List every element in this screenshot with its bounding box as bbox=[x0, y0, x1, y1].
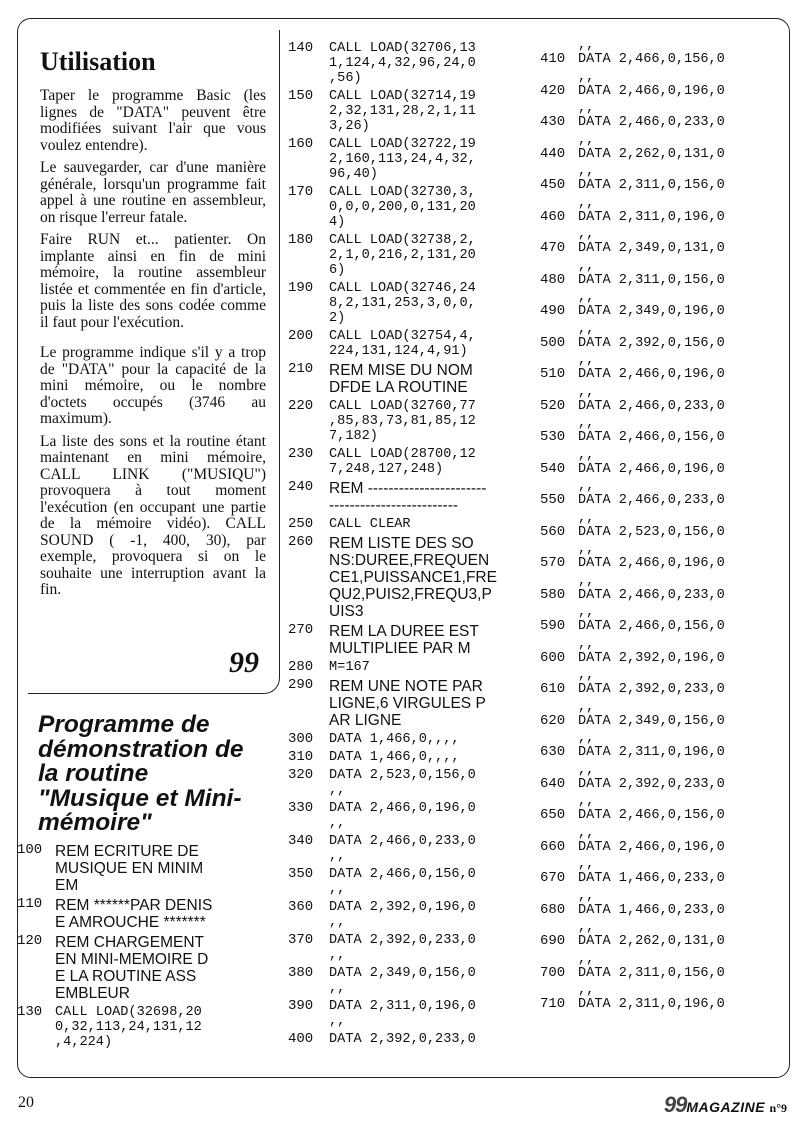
line-code: CALL LOAD(32722,19 2,160,113,24,4,32, 96,40) bbox=[329, 137, 476, 182]
continuation-commas: ,, bbox=[578, 983, 595, 998]
line-number: 600 bbox=[540, 649, 566, 666]
line-code: CALL LOAD(32714,19 2,32,131,28,2,1,11 3,26) bbox=[329, 89, 476, 134]
line-number: 500 bbox=[540, 334, 566, 351]
line-code: CALL LOAD(32754,4, 224,131,124,4,91) bbox=[329, 329, 476, 359]
continuation-commas: ,, bbox=[578, 101, 595, 116]
line-number: 180 bbox=[288, 232, 314, 248]
continuation-commas: ,, bbox=[578, 447, 595, 463]
line-code: DATA 2,466,0,233,0 bbox=[578, 398, 725, 414]
line-code: DATA 2,392,0,233,0 bbox=[329, 1032, 476, 1047]
line-number: 430 bbox=[540, 114, 566, 130]
line-code: DATA 2,311,0,156,0 bbox=[578, 178, 725, 193]
line-code: DATA 2,311,0,196,0 bbox=[578, 745, 725, 760]
continuation-commas: ,, bbox=[578, 731, 595, 746]
line-code: DATA 2,466,0,196,0 bbox=[578, 461, 725, 477]
logo-99: 99 bbox=[229, 646, 259, 679]
line-number: 580 bbox=[540, 586, 566, 603]
line-code: DATA 2,392,0,233,0 bbox=[578, 776, 725, 792]
line-number: 130 bbox=[17, 1004, 43, 1020]
line-number: 380 bbox=[288, 965, 314, 981]
line-code: CALL LOAD(32760,77 ,85,83,73,81,85,12 7,182) bbox=[329, 399, 476, 444]
line-number: 620 bbox=[540, 712, 566, 729]
line-code: REM ECRITURE DE MUSIQUE EN MINIM EM bbox=[55, 843, 204, 894]
utilisation-text bbox=[40, 88, 266, 605]
magazine-footer bbox=[664, 1092, 787, 1118]
continuation-commas: ,, bbox=[578, 227, 595, 242]
line-number: 240 bbox=[288, 479, 314, 495]
line-number: 440 bbox=[540, 145, 566, 162]
line-number: 460 bbox=[540, 208, 566, 225]
line-code: DATA 2,466,0,156,0 bbox=[578, 808, 725, 823]
magazine-logo-99: 99 bbox=[663, 1092, 687, 1117]
line-number: 150 bbox=[288, 88, 314, 104]
line-number: 560 bbox=[540, 523, 566, 540]
line-code: REM CHARGEMENT EN MINI-MEMOIRE D E LA ROUTINE ASS EMBLEUR bbox=[55, 934, 209, 1002]
continuation-commas: ,, bbox=[578, 384, 595, 400]
line-code: DATA 2,392,0,233,0 bbox=[578, 682, 725, 697]
line-code: DATA 2,466,0,156,0 bbox=[578, 52, 725, 67]
line-number: 370 bbox=[288, 932, 314, 948]
continuation-commas: ,, bbox=[578, 416, 595, 431]
continuation-commas: ,, bbox=[578, 542, 595, 557]
continuation-commas: ,, bbox=[578, 258, 595, 274]
line-number: 710 bbox=[540, 996, 566, 1012]
line-number: 470 bbox=[540, 240, 566, 256]
line-number: 630 bbox=[540, 744, 566, 760]
continuation-commas: ,, bbox=[578, 321, 595, 337]
line-code: DATA 2,466,0,156,0 bbox=[578, 430, 725, 445]
line-code: DATA 2,466,0,233,0 ,, bbox=[329, 834, 476, 864]
line-code: CALL CLEAR bbox=[329, 517, 411, 532]
line-number: 160 bbox=[288, 136, 314, 152]
line-number: 270 bbox=[288, 622, 314, 638]
line-number: 140 bbox=[288, 40, 314, 56]
line-code: DATA 2,349,0,131,0 bbox=[578, 241, 725, 256]
line-number: 660 bbox=[540, 838, 566, 855]
line-number: 400 bbox=[288, 1031, 314, 1047]
line-code: DATA 2,466,0,196,0 ,, bbox=[329, 801, 476, 831]
line-number: 120 bbox=[17, 933, 43, 949]
line-code: DATA 2,466,0,233,0 bbox=[578, 115, 725, 130]
line-number: 290 bbox=[288, 677, 314, 693]
line-code: CALL LOAD(32706,13 1,124,4,32,96,24,0 ,56) bbox=[329, 41, 476, 86]
line-number: 360 bbox=[288, 899, 314, 915]
line-number: 670 bbox=[540, 870, 566, 886]
line-code: DATA 2,311,0,196,0 bbox=[578, 209, 725, 225]
utilisation-paragraph: Le sauvegarder, car d'une manière générale, lorsqu'un programme fait appel à une routine en assembleur, on risque l'erreur fatale. bbox=[40, 159, 266, 226]
utilisation-paragraph: Taper le programme Basic (les lignes de "DATA" peuvent être modifiées suivant l'air que vous voulez entendre). bbox=[40, 87, 266, 154]
line-code: DATA 2,523,0,156,0 ,, bbox=[329, 768, 476, 798]
line-code: REM ----------------------- ------------------------- bbox=[329, 480, 487, 514]
continuation-commas: ,, bbox=[578, 195, 595, 211]
continuation-commas: ,, bbox=[578, 668, 595, 683]
line-code: REM LISTE DES SO NS:DUREE,FREQUEN CE1,PUISSANCE1,FRE QU2,PUIS2,FREQU3,P UIS3 bbox=[329, 535, 497, 620]
line-code: DATA 2,466,0,156,0 ,, bbox=[329, 867, 476, 897]
line-code: DATA 2,392,0,196,0 ,, bbox=[329, 900, 476, 930]
line-number: 260 bbox=[288, 534, 314, 550]
continuation-commas: ,, bbox=[578, 132, 595, 148]
line-code: DATA 2,311,0,156,0 bbox=[578, 272, 725, 288]
line-code: DATA 2,466,0,196,0 bbox=[578, 556, 725, 571]
line-number: 550 bbox=[540, 492, 566, 508]
continuation-commas: ,, bbox=[578, 699, 595, 715]
line-code: DATA 2,392,0,233,0 ,, bbox=[329, 933, 476, 963]
line-code: DATA 2,466,0,196,0 bbox=[578, 839, 725, 855]
line-code: CALL LOAD(28700,12 7,248,127,248) bbox=[329, 447, 476, 477]
line-code: DATA 2,311,0,196,0 ,, bbox=[329, 999, 476, 1029]
line-code: DATA 2,262,0,131,0 bbox=[578, 934, 725, 949]
line-code: DATA 1,466,0,,,, bbox=[329, 750, 460, 765]
line-number: 480 bbox=[540, 271, 566, 288]
line-number: 330 bbox=[288, 800, 314, 816]
line-number: 310 bbox=[288, 749, 314, 765]
utilisation-title: Utilisation bbox=[40, 47, 156, 76]
line-number: 350 bbox=[288, 866, 314, 882]
line-code: REM UNE NOTE PAR LIGNE,6 VIRGULES P AR LIGNE bbox=[329, 678, 486, 729]
line-number: 520 bbox=[540, 397, 566, 414]
line-number: 280 bbox=[288, 659, 314, 675]
line-code: CALL LOAD(32738,2, 2,1,0,216,2,131,20 6) bbox=[329, 233, 476, 278]
continuation-commas: ,, bbox=[578, 510, 595, 526]
line-code: M=167 bbox=[329, 660, 370, 675]
line-code: CALL LOAD(32730,3, 0,0,0,200,0,131,20 4) bbox=[329, 185, 476, 230]
line-number: 570 bbox=[540, 555, 566, 571]
line-code: DATA 2,349,0,196,0 bbox=[578, 304, 725, 319]
line-code: DATA 2,392,0,156,0 bbox=[578, 335, 725, 351]
continuation-commas: ,, bbox=[578, 888, 595, 904]
continuation-commas: ,, bbox=[578, 794, 595, 809]
page-number: 20 bbox=[18, 1094, 34, 1111]
line-code: CALL LOAD(32698,20 0,32,113,24,131,12 ,4,224) bbox=[55, 1005, 202, 1050]
line-number: 300 bbox=[288, 731, 314, 747]
continuation-commas: ,, bbox=[578, 920, 595, 935]
line-code: DATA 2,466,0,233,0 bbox=[578, 587, 725, 603]
line-number: 340 bbox=[288, 833, 314, 849]
line-number: 170 bbox=[288, 184, 314, 200]
line-code: DATA 2,466,0,156,0 bbox=[578, 619, 725, 634]
continuation-commas: ,, bbox=[578, 353, 595, 368]
continuation-commas: ,, bbox=[578, 605, 595, 620]
line-number: 610 bbox=[540, 681, 566, 697]
line-code: DATA 2,466,0,233,0 bbox=[578, 493, 725, 508]
line-number: 320 bbox=[288, 767, 314, 783]
continuation-commas: ,, bbox=[578, 825, 595, 841]
continuation-commas: ,, bbox=[578, 290, 595, 305]
continuation-commas: ,, bbox=[578, 951, 595, 967]
line-number: 490 bbox=[540, 303, 566, 319]
line-number: 100 bbox=[17, 842, 43, 858]
continuation-commas: ,, bbox=[578, 857, 595, 872]
line-code: DATA 2,311,0,196,0 bbox=[578, 997, 725, 1012]
line-number: 230 bbox=[288, 446, 314, 462]
line-code: DATA 2,349,0,156,0 ,, bbox=[329, 966, 476, 996]
continuation-commas: ,, bbox=[578, 164, 595, 179]
utilisation-paragraph: La liste des sons et la routine étant maintenant en mini mémoire, CALL LINK ("MUSIQU") provoquera à tout moment l'exécution (en occupant une partie de la mémoire vidéo). CALL SOUND ( -1, 400, 30), par exemple, provoquera si on le souhaite une interruption avant la fin. bbox=[40, 432, 266, 598]
line-number: 450 bbox=[540, 177, 566, 193]
line-code: DATA 2,311,0,156,0 bbox=[578, 965, 725, 981]
continuation-commas: ,, bbox=[578, 479, 595, 494]
continuation-commas: ,, bbox=[578, 573, 595, 589]
line-number: 530 bbox=[540, 429, 566, 445]
utilisation-paragraph: Faire RUN et... patienter. On implante ainsi en fin de mini mémoire, la routine assembleur listée et commentée en fin d'article, puis la liste des sons codée comme il faut pour l'exécution. bbox=[40, 231, 266, 331]
line-code: DATA 2,466,0,196,0 bbox=[578, 83, 725, 99]
line-code: DATA 2,523,0,156,0 bbox=[578, 524, 725, 540]
line-number: 640 bbox=[540, 775, 566, 792]
line-code: DATA 2,262,0,131,0 bbox=[578, 146, 725, 162]
line-number: 510 bbox=[540, 366, 566, 382]
line-code: DATA 2,349,0,156,0 bbox=[578, 713, 725, 729]
line-number: 390 bbox=[288, 998, 314, 1014]
issue-number: n°9 bbox=[769, 1101, 787, 1115]
line-number: 200 bbox=[288, 328, 314, 344]
line-code: DATA 1,466,0,233,0 bbox=[578, 902, 725, 918]
line-number: 540 bbox=[540, 460, 566, 477]
line-code: DATA 2,392,0,196,0 bbox=[578, 650, 725, 666]
line-number: 680 bbox=[540, 901, 566, 918]
line-code: REM ******PAR DENIS E AMROUCHE ******* bbox=[55, 897, 213, 931]
line-number: 590 bbox=[540, 618, 566, 634]
line-code: DATA 1,466,0,,,, bbox=[329, 732, 460, 747]
line-number: 110 bbox=[17, 896, 43, 912]
continuation-commas: ,, bbox=[578, 38, 595, 53]
line-code: REM LA DUREE EST MULTIPLIEE PAR M bbox=[329, 623, 479, 657]
continuation-commas: ,, bbox=[578, 636, 595, 652]
program-title: Programme de démonstration de la routine "Musique et Mini-mémoire" bbox=[38, 711, 244, 836]
line-code: REM MISE DU NOM DFDE LA ROUTINE bbox=[329, 362, 473, 396]
line-code: CALL LOAD(32746,24 8,2,131,253,3,0,0, 2) bbox=[329, 281, 476, 326]
line-number: 190 bbox=[288, 280, 314, 296]
line-number: 410 bbox=[540, 51, 566, 67]
line-number: 700 bbox=[540, 964, 566, 981]
line-number: 690 bbox=[540, 933, 566, 949]
utilisation-box bbox=[28, 30, 280, 694]
line-number: 420 bbox=[540, 82, 566, 99]
continuation-commas: ,, bbox=[578, 762, 595, 778]
magazine-name: MAGAZINE bbox=[686, 1099, 766, 1115]
utilisation-paragraph: Le programme indique s'il y a trop de "DATA" pour la capacité de la mini mémoire, ou le nombre d'octets occupés (3746 au maximum). bbox=[40, 344, 266, 427]
continuation-commas: ,, bbox=[578, 69, 595, 85]
line-number: 650 bbox=[540, 807, 566, 823]
line-code: DATA 1,466,0,233,0 bbox=[578, 871, 725, 886]
line-number: 250 bbox=[288, 516, 314, 532]
line-number: 220 bbox=[288, 398, 314, 414]
line-number: 210 bbox=[288, 361, 314, 377]
line-code: DATA 2,466,0,196,0 bbox=[578, 367, 725, 382]
